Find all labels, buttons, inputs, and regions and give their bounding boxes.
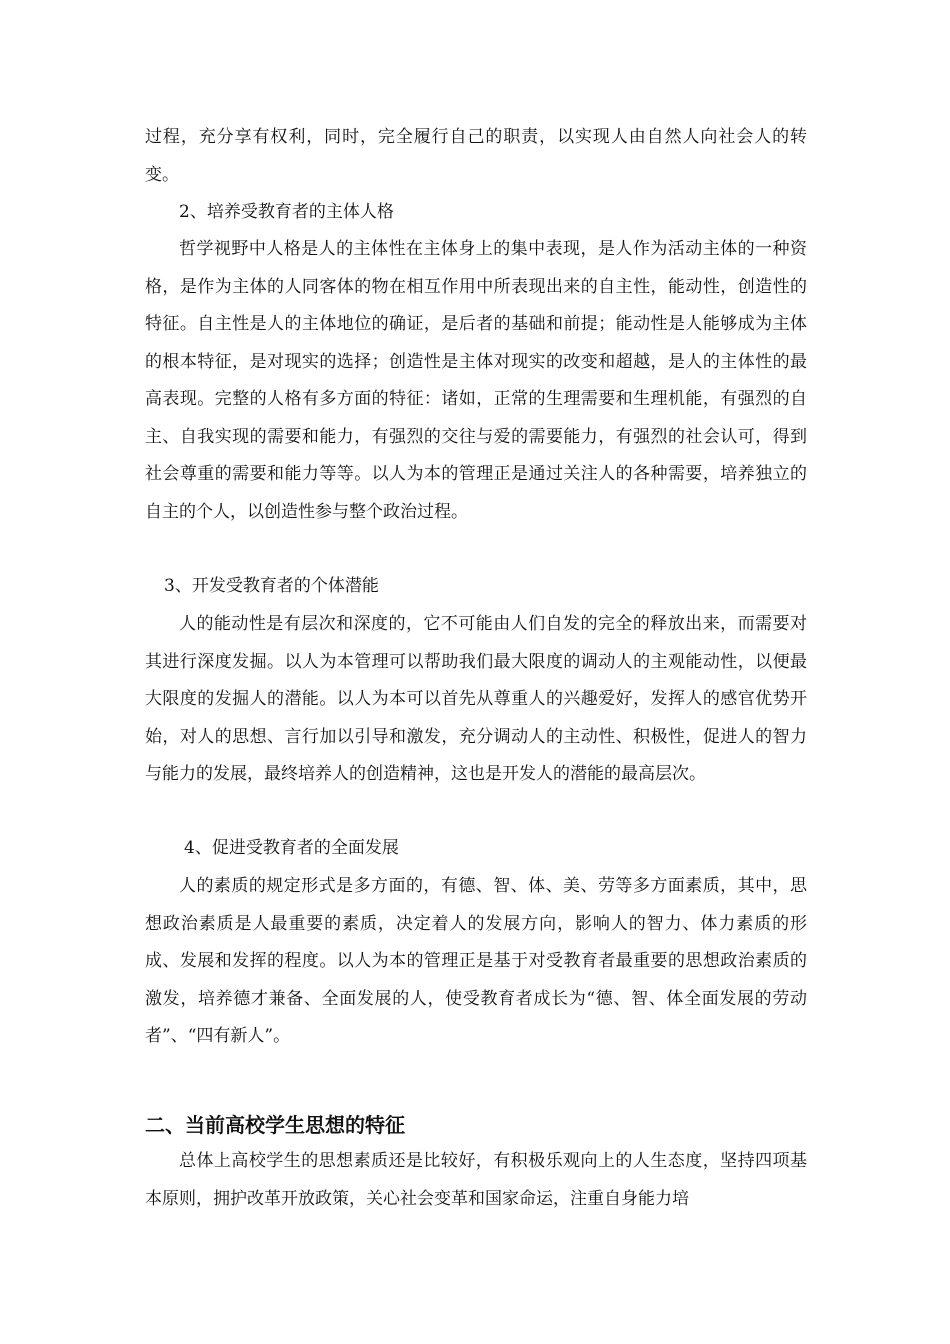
paragraph-continuation-block: [145, 119, 807, 194]
paragraph-2-block: [145, 231, 807, 531]
paragraph-5-block: [145, 1143, 807, 1218]
paragraph-4: 人的素质的规定形式是多方面的，有德、智、体、美、劳等多方面素质，其中，思想政治素质是人最重要的素质，决定着人的发展方向，影响人的智力、体力素质的形成、发展和发挥的程度。以人为本的管理正是基于对受教育者最重要的思想政治素质的激发，培养德才兼备、全面发展的人，使受教育者成长为“德、智、体全面发展的劳动者”、“四有新人”。: [145, 876, 807, 1046]
subheading-2: 2、培养受教育者的主体人格: [179, 202, 394, 222]
paragraph-3: 人的能动性是有层次和深度的，它不可能由人们自发的完全的释放出来，而需要对其进行深度发掘。以人为本管理可以帮助我们最大限度的调动人的主观能动性，以便最大限度的发掘人的潜能。以人为本可以首先从尊重人的兴趣爱好，发挥人的感官优势开始，对人的思想、言行加以引导和激发，充分调动人的主动性、积极性，促进人的智力与能力的发展，最终培养人的创造精神，这也是开发人的潜能的最高层次。: [145, 614, 807, 784]
section-title: 二、当前高校学生思想的特征: [145, 1113, 405, 1137]
subheading-4: 4、促进受教育者的全面发展: [184, 838, 399, 858]
paragraph-5: 总体上高校学生的思想素质还是比较好，有积极乐观向上的人生态度，坚持四项基本原则，拥护改革开放政策，关心社会变革和国家命运，注重自身能力培: [145, 1151, 807, 1209]
subheading-3: 3、开发受教育者的个体潜能: [164, 576, 379, 596]
paragraph-3-block: [145, 606, 807, 794]
paragraph-continuation: 过程，充分享有权利，同时，完全履行自己的职责，以实现人由自然人向社会人的转变。: [145, 127, 807, 185]
paragraph-4-block: [145, 868, 807, 1056]
paragraph-2: 哲学视野中人格是人的主体性在主体身上的集中表现，是人作为活动主体的一种资格，是作为主体的人同客体的物在相互作用中所表现出来的自主性，能动性，创造性的特征。自主性是人的主体地位的确证，是后者的基础和前提；能动性是人能够成为主体的根本特征，是对现实的选择；创造性是主体对现实的改变和超越，是人的主体性的最高表现。完整的人格有多方面的特征：诸如，正常的生理需要和生理机能，有强烈的自主、自我实现的需要和能力，有强烈的交往与爱的需要能力，有强烈的社会认可，得到社会尊重的需要和能力等等。以人为本的管理正是通过关注人的各种需要，培养独立的自主的个人，以创造性参与整个政治过程。: [145, 239, 807, 522]
